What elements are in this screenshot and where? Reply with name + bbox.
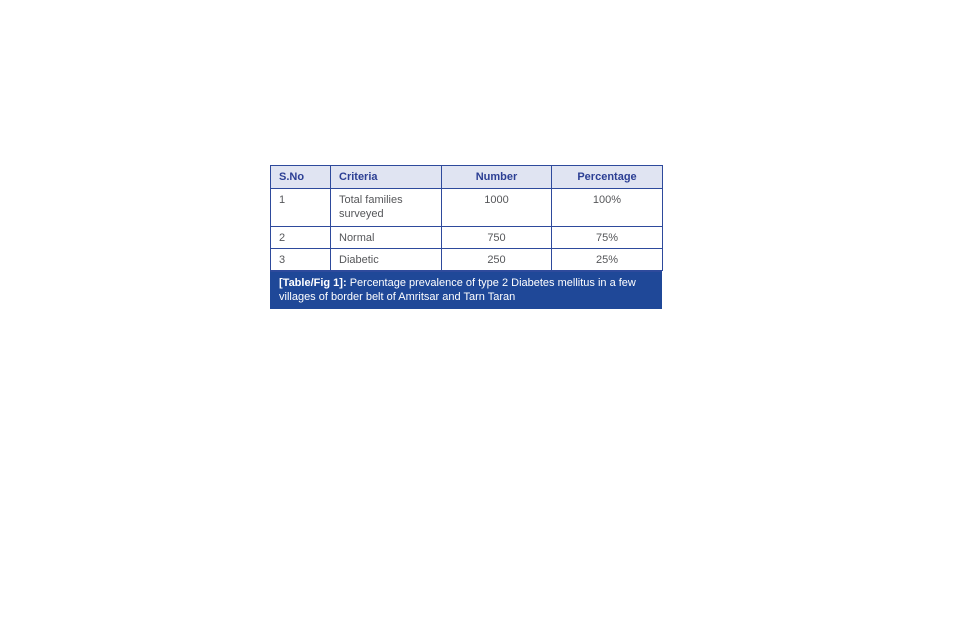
cell-percentage: 25%	[552, 249, 663, 271]
figure-caption-text: Percentage prevalence of type 2 Diabetes mellitus in a few villages of border belt of Amritsar and Tarn Taran	[279, 277, 636, 303]
cell-criteria: Diabetic	[331, 249, 442, 271]
cell-percentage: 100%	[552, 189, 663, 227]
cell-criteria: Total families surveyed	[331, 189, 442, 227]
table-row	[271, 227, 663, 249]
table-row	[271, 249, 663, 271]
cell-number: 250	[442, 249, 552, 271]
cell-percentage: 75%	[552, 227, 663, 249]
table-header-row	[271, 166, 663, 189]
cell-number: 750	[442, 227, 552, 249]
table-row	[271, 189, 663, 227]
cell-sno: 2	[271, 227, 331, 249]
table-header-percentage: Percentage	[552, 166, 663, 189]
cell-sno: 1	[271, 189, 331, 227]
cell-criteria: Normal	[331, 227, 442, 249]
table-figure	[270, 165, 662, 309]
figure-caption-label: [Table/Fig 1]:	[279, 277, 347, 289]
table-header-sno: S.No	[271, 166, 331, 189]
table-header-number: Number	[442, 166, 552, 189]
cell-sno: 3	[271, 249, 331, 271]
table-header-criteria: Criteria	[331, 166, 442, 189]
cell-number: 1000	[442, 189, 552, 227]
prevalence-table	[270, 165, 663, 271]
figure-caption	[270, 271, 662, 309]
